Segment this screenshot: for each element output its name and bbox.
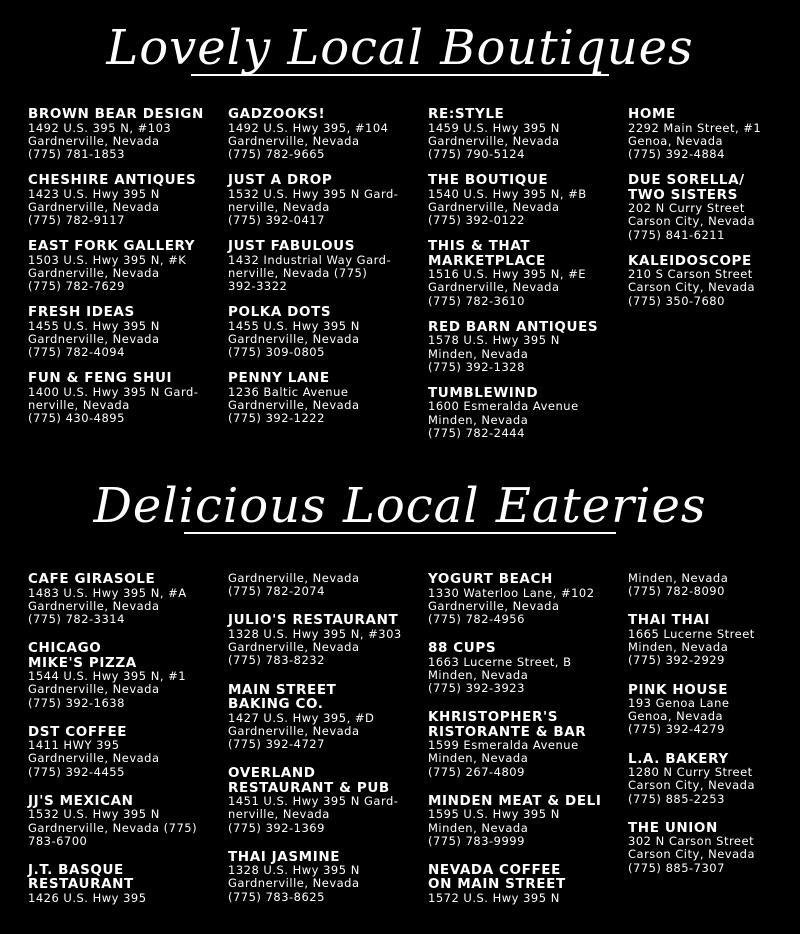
address-line: 1665 Lucerne Street <box>628 626 755 641</box>
address-line: 210 S Carson Street <box>628 267 753 282</box>
address-line: 1492 U.S. 395 N, #103 <box>28 120 172 135</box>
address-line: 193 Genoa Lane <box>628 696 730 711</box>
address-line: Minden, Nevada <box>428 412 529 427</box>
boutiques-column-4 <box>628 107 800 320</box>
listing-entry <box>628 572 800 598</box>
address-line: Gardnerville, Nevada <box>228 398 360 413</box>
business-name: RESTAURANT <box>28 876 134 893</box>
address-line: (775) 392-1369 <box>228 820 325 835</box>
address-line: (775) 885-2253 <box>628 791 725 806</box>
listing-entry <box>28 572 218 626</box>
address-line: 1600 Esmeralda Avenue <box>428 399 579 414</box>
business-name: THAI JASMINE <box>228 848 341 865</box>
business-name: MARKETPLACE <box>428 252 546 269</box>
address-line: (775) 782-3314 <box>28 611 125 626</box>
listing-entry <box>228 173 418 227</box>
business-name: KALEIDOSCOPE <box>628 252 752 269</box>
address-line: 1595 U.S. Hwy 395 N <box>428 807 560 822</box>
listing-entry <box>28 725 218 779</box>
address-line: 1492 U.S. Hwy 395, #104 <box>228 120 389 135</box>
boutiques-column-2 <box>228 107 418 438</box>
address-line: (775) 782-8090 <box>628 584 725 599</box>
address-line: Minden, Nevada <box>428 820 529 835</box>
address-line: 1400 U.S. Hwy 395 N Gard- <box>28 384 199 399</box>
listing-entry <box>228 850 418 904</box>
listing-entry <box>28 239 218 293</box>
address-line: Gardnerville, Nevada <box>428 133 560 148</box>
address-line: Minden, Nevada <box>428 346 529 361</box>
business-name: PENNY LANE <box>228 370 330 387</box>
address-line: (775) 392-4455 <box>28 764 125 779</box>
listing-entry <box>428 794 618 848</box>
eateries-title: Delicious Local Eateries <box>93 478 707 534</box>
business-name: RESTAURANT & PUB <box>228 779 390 796</box>
business-name: 88 CUPS <box>428 640 497 657</box>
listing-entry <box>628 821 800 875</box>
listing-entry <box>28 371 218 425</box>
business-name: CAFE GIRASOLE <box>28 571 156 587</box>
business-name: JUST FABULOUS <box>228 238 356 255</box>
address-line: 1540 U.S. Hwy 395 N, #B <box>428 186 587 201</box>
listing-entry <box>28 641 218 710</box>
business-name: DUE SORELLA/ <box>628 172 745 189</box>
address-line: (775) 783-9999 <box>428 833 525 848</box>
address-line: Gardnerville, Nevada <box>28 199 160 214</box>
listing-entry <box>428 239 618 308</box>
listing-entry <box>28 794 218 848</box>
listing-entry <box>228 683 418 752</box>
address-line: 1532 U.S. Hwy 395 N Gard- <box>228 186 399 201</box>
address-line: 1330 Waterloo Lane, #102 <box>428 585 595 600</box>
listing-entry <box>428 641 618 695</box>
business-name: RED BARN ANTIQUES <box>428 318 599 335</box>
address-line: nerville, Nevada <box>228 199 330 214</box>
address-line: Gardnerville, Nevada (775) <box>28 820 198 835</box>
address-line: 783-6700 <box>28 833 88 848</box>
address-line: Gardnerville, Nevada <box>28 265 160 280</box>
listing-entry <box>628 683 800 737</box>
business-name: MINDEN MEAT & DELI <box>428 792 602 809</box>
address-line: Carson City, Nevada <box>628 847 756 862</box>
business-name: FUN & FENG SHUI <box>28 370 173 387</box>
address-line: (775) 392-3923 <box>428 681 525 696</box>
business-name: THIS & THAT <box>428 238 531 255</box>
address-line: 1426 U.S. Hwy 395 <box>28 890 147 905</box>
business-name: YOGURT BEACH <box>428 571 553 587</box>
address-line: (775) 782-9117 <box>28 213 125 228</box>
business-name: THE BOUTIQUE <box>428 172 549 189</box>
business-name: TUMBLEWIND <box>428 384 539 401</box>
address-line: (775) 782-4956 <box>428 611 525 626</box>
business-name: PINK HOUSE <box>628 681 729 698</box>
address-line: (775) 392-0417 <box>228 213 325 228</box>
business-name: KHRISTOPHER'S <box>428 709 559 726</box>
address-line: (775) 392-4279 <box>628 722 725 737</box>
address-line: Gardnerville, Nevada <box>28 682 160 697</box>
address-line: (775) 841-6211 <box>628 227 725 242</box>
address-line: 1459 U.S. Hwy 395 N <box>428 120 560 135</box>
address-line: Genoa, Nevada <box>628 709 724 724</box>
address-line: 1411 HWY 395 <box>28 738 120 753</box>
business-name: BAKING CO. <box>228 696 324 713</box>
address-line: nerville, Nevada (775) <box>228 265 368 280</box>
eateries-column-1 <box>28 572 218 920</box>
address-line: Minden, Nevada <box>628 640 729 655</box>
listing-entry <box>428 173 618 227</box>
address-line: Carson City, Nevada <box>628 280 756 295</box>
business-name: MIKE'S PIZZA <box>28 654 137 671</box>
address-line: 2292 Main Street, #1 <box>628 120 762 135</box>
address-line: nerville, Nevada <box>28 398 130 413</box>
address-line: Minden, Nevada <box>428 667 529 682</box>
address-line: 1572 U.S. Hwy 395 N <box>428 890 560 905</box>
address-line: Gardnerville, Nevada <box>228 332 360 347</box>
listing-entry <box>628 107 800 161</box>
eateries-column-2 <box>228 572 418 919</box>
business-name: MAIN STREET <box>228 681 337 698</box>
business-name: CHESHIRE ANTIQUES <box>28 172 197 189</box>
address-line: (775) 781-1853 <box>28 146 125 161</box>
listing-entry <box>428 386 618 440</box>
eateries-heading <box>0 478 800 534</box>
address-line: (775) 392-0122 <box>428 213 525 228</box>
address-line: 1483 U.S. Hwy 395 N, #A <box>28 585 187 600</box>
address-line: Gardnerville, Nevada <box>228 876 360 891</box>
address-line: (775) 392-1328 <box>428 359 525 374</box>
address-line: 1516 U.S. Hwy 395 N, #E <box>428 267 587 282</box>
address-line: 1236 Baltic Avenue <box>228 384 349 399</box>
business-name: J.T. BASQUE <box>28 861 124 878</box>
business-name: THAI THAI <box>628 612 711 629</box>
listing-entry <box>28 863 218 905</box>
address-line: 1328 U.S. Hwy 395 N, #303 <box>228 626 402 641</box>
address-line: (775) 782-9665 <box>228 146 325 161</box>
address-line: (775) 392-4727 <box>228 736 325 751</box>
address-line: (775) 783-8232 <box>228 653 325 668</box>
address-line: 1423 U.S. Hwy 395 N <box>28 186 160 201</box>
address-line: 1599 Esmeralda Avenue <box>428 738 579 753</box>
listing-entry <box>228 239 418 293</box>
listing-entry <box>28 305 218 359</box>
address-line: Gardnerville, Nevada <box>228 723 360 738</box>
eateries-column-4 <box>628 572 800 890</box>
address-line: 302 N Carson Street <box>628 834 755 849</box>
business-name: JJ'S MEXICAN <box>28 792 134 809</box>
address-line: Gardnerville, Nevada <box>428 199 560 214</box>
address-line: Carson City, Nevada <box>628 778 756 793</box>
address-line: (775) 782-2074 <box>228 584 325 599</box>
listing-entry <box>428 107 618 161</box>
address-line: Gardnerville, Nevada <box>228 133 360 148</box>
address-line: 1280 N Curry Street <box>628 765 753 780</box>
business-name: THE UNION <box>628 819 718 836</box>
listing-entry <box>428 710 618 779</box>
address-line: Gardnerville, Nevada <box>228 571 360 585</box>
address-line: 392-3322 <box>228 279 288 294</box>
business-name: JULIO'S RESTAURANT <box>228 612 399 629</box>
address-line: (775) 790-5124 <box>428 146 525 161</box>
listing-entry <box>228 572 418 598</box>
address-line: 1544 U.S. Hwy 395 N, #1 <box>28 669 187 684</box>
business-name: DST COFFEE <box>28 723 128 740</box>
address-line: 1532 U.S. Hwy 395 N <box>28 807 160 822</box>
business-name: GADZOOKS! <box>228 106 326 122</box>
boutiques-heading <box>0 20 800 76</box>
eateries-column-3 <box>428 572 618 920</box>
business-name: TWO SISTERS <box>628 186 738 203</box>
address-line: (775) 782-3610 <box>428 293 525 308</box>
address-line: nerville, Nevada <box>228 807 330 822</box>
address-line: 202 N Curry Street <box>628 201 745 216</box>
address-line: 1663 Lucerne Street, B <box>428 654 572 669</box>
business-name: L.A. BAKERY <box>628 750 729 767</box>
address-line: Gardnerville, Nevada <box>228 640 360 655</box>
boutiques-column-3 <box>428 107 618 452</box>
business-name: EAST FORK GALLERY <box>28 238 196 255</box>
listing-entry <box>28 107 218 161</box>
address-line: Carson City, Nevada <box>628 214 756 229</box>
listing-entry <box>228 305 418 359</box>
listing-entry <box>628 254 800 308</box>
address-line: Gardnerville, Nevada <box>28 332 160 347</box>
business-name: NEVADA COFFEE <box>428 861 561 878</box>
listing-entry <box>428 572 618 626</box>
boutiques-column-1 <box>28 107 218 438</box>
listing-entry <box>228 613 418 667</box>
address-line: (775) 392-1638 <box>28 695 125 710</box>
address-line: Gardnerville, Nevada <box>28 133 160 148</box>
listing-entry <box>228 107 418 161</box>
address-line: 1427 U.S. Hwy 395, #D <box>228 710 375 725</box>
listing-entry <box>228 371 418 425</box>
business-name: POLKA DOTS <box>228 304 332 321</box>
address-line: 1328 U.S. Hwy 395 N <box>228 863 360 878</box>
address-line: (775) 392-1222 <box>228 411 325 426</box>
address-line: Minden, Nevada <box>428 751 529 766</box>
address-line: (775) 309-0805 <box>228 345 325 360</box>
address-line: (775) 392-4884 <box>628 146 725 161</box>
business-name: BROWN BEAR DESIGN <box>28 106 204 122</box>
address-line: Gardnerville, Nevada <box>428 280 560 295</box>
business-name: FRESH IDEAS <box>28 304 135 321</box>
address-line: 1578 U.S. Hwy 395 N <box>428 333 560 348</box>
address-line: (775) 430-4895 <box>28 411 125 426</box>
address-line: 1451 U.S. Hwy 395 N Gard- <box>228 794 399 809</box>
boutiques-title: Lovely Local Boutiques <box>106 20 694 76</box>
address-line: 1432 Industrial Way Gard- <box>228 252 392 267</box>
address-line: 1455 U.S. Hwy 395 N <box>228 318 360 333</box>
address-line: (775) 782-7629 <box>28 279 125 294</box>
address-line: (775) 267-4809 <box>428 764 525 779</box>
address-line: (775) 392-2929 <box>628 653 725 668</box>
business-name: RISTORANTE & BAR <box>428 723 587 740</box>
address-line: Minden, Nevada <box>628 571 729 585</box>
listing-entry <box>428 863 618 905</box>
address-line: (775) 783-8625 <box>228 889 325 904</box>
business-name: HOME <box>628 106 676 122</box>
address-line: (775) 350-7680 <box>628 293 725 308</box>
listing-entry <box>228 766 418 835</box>
address-line: (775) 782-4094 <box>28 345 125 360</box>
listing-entry <box>628 613 800 667</box>
address-line: 1455 U.S. Hwy 395 N <box>28 318 160 333</box>
address-line: (775) 885-7307 <box>628 860 725 875</box>
listing-entry <box>628 173 800 242</box>
address-line: (775) 782-2444 <box>428 425 525 440</box>
address-line: Gardnerville, Nevada <box>28 598 160 613</box>
address-line: Gardnerville, Nevada <box>428 598 560 613</box>
business-name: JUST A DROP <box>228 172 333 189</box>
listing-entry <box>428 320 618 374</box>
business-name: OVERLAND <box>228 765 316 782</box>
address-line: 1503 U.S. Hwy 395 N, #K <box>28 252 187 267</box>
address-line: Gardnerville, Nevada <box>28 751 160 766</box>
listing-entry <box>628 752 800 806</box>
address-line: Genoa, Nevada <box>628 133 724 148</box>
business-name: RE:STYLE <box>428 106 505 122</box>
listing-entry <box>28 173 218 227</box>
business-name: CHICAGO <box>28 640 102 657</box>
business-name: ON MAIN STREET <box>428 876 566 893</box>
